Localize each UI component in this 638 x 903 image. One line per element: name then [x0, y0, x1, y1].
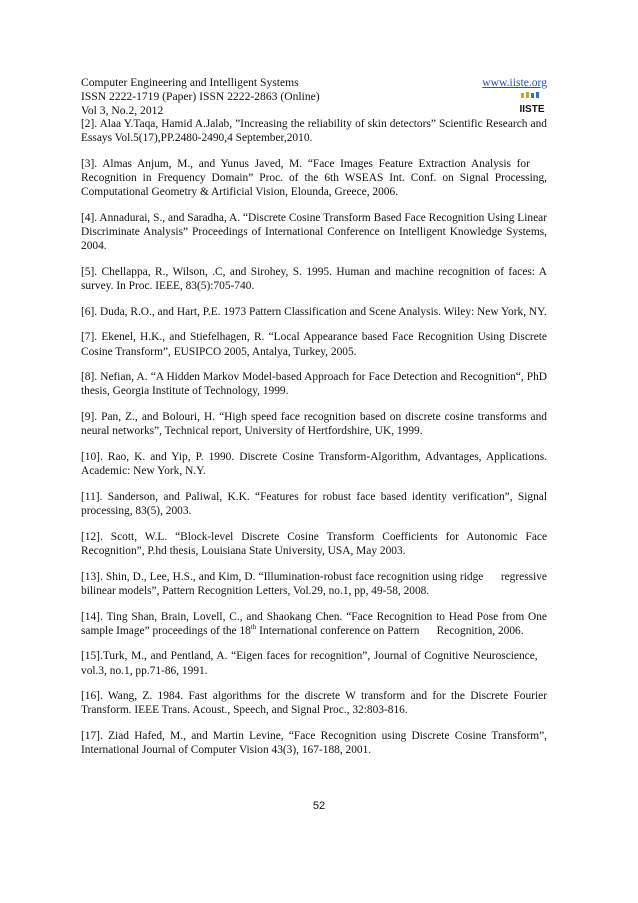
reference-14	[81, 610, 547, 638]
reference-13: [13]. Shin, D., Lee, H.S., and Kim, D. “Illumination-robust face recognition using ridge regressive bilinear models”, Pattern Recognition Letters, Vol.29, no.1, pp, 49-58, 2008.	[81, 570, 547, 597]
issn-line: ISSN 2222-1719 (Paper) ISSN 2222-2863 (Online)	[81, 90, 320, 103]
reference-11: [11]. Sanderson, and Paliwal, K.K. “Features for robust face based identity verification”, Signal processing, 83(5), 2003.	[81, 490, 547, 518]
reference-list	[81, 117, 547, 769]
reference-16: [16]. Wang, Z. 1984. Fast algorithms for the discrete W transform and for the Discrete Fourier Transform. IEEE Trans. Acoust., Speech, and Signal Proc., 32:803-816.	[81, 690, 547, 717]
reference-14-superscript: th	[250, 622, 257, 631]
reference-2: [2]. Alaa Y.Taqa, Hamid A.Jalab, ”Increasing the reliability of skin detectors” Scientific Research and Essays Vol.5(17),PP.2480-2490,4 September,2010.	[81, 118, 547, 145]
journal-title: Computer Engineering and Intelligent Systems	[81, 76, 299, 89]
reference-14-text-end: International conference on Pattern Recognition, 2006.	[256, 624, 524, 637]
reference-15: [15].Turk, M., and Pentland, A. “Eigen faces for recognition”, Journal of Cognitive Neuroscience, vol.3, no.1, pp.71-86, 1991.	[81, 650, 547, 677]
svg-text:IISTE: IISTE	[519, 104, 545, 114]
reference-8: [8]. Nefian, A. “A Hidden Markov Model-based Approach for Face Detection and Recognition“, PhD thesis, Georgia Institute of Technology, 1999.	[81, 371, 547, 398]
page-number: 52	[312, 800, 326, 812]
reference-14-text: [14]. Ting Shan, Brain, Lovell, C., and Shaokang Chen. “Face Recognition to Head Pose from One sample Image” proceedings of the 18	[81, 610, 547, 637]
reference-6: [6]. Duda, R.O., and Hart, P.E. 1973 Pattern Classification and Scene Analysis. Wiley: New York, NY.	[81, 305, 547, 318]
reference-7: [7]. Ekenel, H.K., and Stiefelhagen, R. “Local Appearance based Face Recognition Using Discrete Cosine Transform”, EUSIPCO 2005, Antalya, Turkey, 2005.	[81, 331, 547, 358]
reference-3: [3]. Almas Anjum, M., and Yunus Javed, M. “Face Images Feature Extraction Analysis for Recognition in Frequency Domain” Proc. of the 6th WSEAS Int. Conf. on Signal Processing, Computational Geometry & Artificial Vision, Elounda, Greece, 2006.	[81, 157, 547, 199]
journal-url-link[interactable]: www.iiste.org	[482, 76, 547, 89]
reference-4: [4]. Annadurai, S., and Saradha, A. “Discrete Cosine Transform Based Face Recognition Using Linear Discriminate Analysis” Proceedings of International Conference on Intelligent Knowledge Systems, 2004.	[81, 211, 547, 253]
reference-10: [10]. Rao, K. and Yip, P. 1990. Discrete Cosine Transform-Algorithm, Advantages, Applications. Academic: New York, N.Y.	[81, 451, 547, 478]
iiste-logo-icon	[519, 92, 545, 114]
page-header	[81, 76, 547, 118]
reference-5: [5]. Chellappa, R., Wilson, .C, and Sirohey, S. 1995. Human and machine recognition of faces: A survey. In Proc. IEEE, 83(5):705-740.	[81, 265, 547, 292]
reference-12: [12]. Scott, W.L. “Block-level Discrete Cosine Transform Coefficients for Autonomic Face Recognition”, P.hd thesis, Louisiana State University, USA, May 2003.	[81, 530, 547, 557]
reference-9: [9]. Pan, Z., and Bolouri, H. “High speed face recognition based on discrete cosine transforms and neural networks”, Technical report, University of Hertfordshire, UK, 1999.	[81, 411, 547, 438]
reference-17: [17]. Ziad Hafed, M., and Martin Levine, “Face Recognition using Discrete Cosine Transform”, International Journal of Computer Vision 43(3), 167-188, 2001.	[81, 730, 547, 757]
volume-line: Vol 3, No.2, 2012	[81, 104, 164, 117]
